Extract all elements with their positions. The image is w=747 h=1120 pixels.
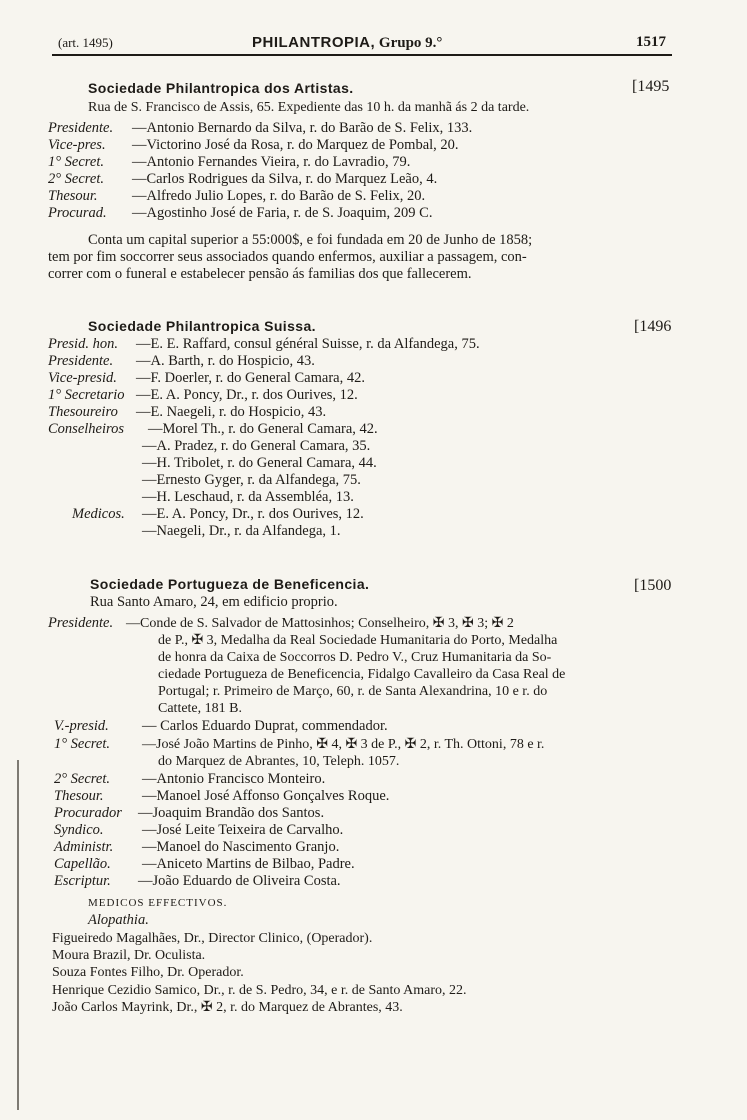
section-1495-address: Rua de S. Francisco de Assis, 65. Expediente das 10 h. da manhã ás 2 da tarde. [88,100,530,115]
officer-value: —Morel Th., r. do General Camara, 42. [148,421,378,437]
medico-entry: Moura Brazil, Dr. Oculista. [52,948,206,963]
officer-label: Administr. [54,839,114,855]
officer-label: Presidente. [48,120,114,136]
medico-entry: Souza Fontes Filho, Dr. Operador. [52,965,244,980]
page-edge-shadow [17,760,19,1110]
officer-label: Capellão. [54,856,111,872]
presidente-line: ciedade Portugueza de Beneficencia, Fidalgo Cavalleiro da Casa Real de [158,667,566,682]
councillor-line: —H. Tribolet, r. do General Camara, 44. [142,455,377,471]
secret1-line: —José João Martins de Pinho, ✠ 4, ✠ 3 de P., ✠ 2, r. Th. Ottoni, 78 e r. [142,737,545,752]
officer-value: —Antonio Francisco Monteiro. [142,771,326,787]
section-1495-title: Sociedade Philantropica dos Artistas. [88,80,354,96]
officer-value: —Victorino José da Rosa, r. do Marquez de Pombal, 20. [132,137,459,153]
section-1500-address: Rua Santo Amaro, 24, em edificio proprio. [90,594,338,610]
officer-label: Presid. hon. [48,336,118,352]
officer-value: —E. Naegeli, r. do Hospicio, 43. [136,404,327,420]
medico-entry: João Carlos Mayrink, Dr., ✠ 2, r. do Marquez de Abrantes, 43. [52,1000,403,1015]
section-1496-title: Sociedade Philantropica Suissa. [88,318,316,334]
alopathia-heading: Alopathia. [88,912,149,928]
header-title [252,34,442,52]
officer-value: —E. E. Raffard, consul général Suisse, r. da Alfandega, 75. [136,336,480,352]
officer-value: —José Leite Teixeira de Carvalho. [142,822,344,838]
vice-presid-value: — Carlos Eduardo Duprat, commendador. [142,718,388,734]
officer-value: —Alfredo Julio Lopes, r. do Barão de S. Felix, 20. [132,188,426,204]
officer-value: —Manoel do Nascimento Granjo. [142,839,340,855]
medico-entry: Henrique Cezidio Samico, Dr., r. de S. Pedro, 34, e r. de Santo Amaro, 22. [52,983,467,998]
section-1500-title: Sociedade Portugueza de Beneficencia. [90,576,370,592]
officer-value: —F. Doerler, r. do General Camara, 42. [136,370,365,386]
medico-line: —E. A. Poncy, Dr., r. dos Ourives, 12. [142,506,364,522]
secret1-line: do Marquez de Abrantes, 10, Teleph. 1057. [158,754,400,769]
medicos-heading: MEDICOS EFFECTIVOS. [88,897,228,909]
officer-label: Procurador [54,805,122,821]
officer-label: Thesour. [48,188,98,204]
officer-label: 2° Secret. [54,771,110,787]
officer-label: Syndico. [54,822,104,838]
secret1-label: 1° Secret. [54,736,110,752]
vice-presid-label: V.-presid. [54,718,109,734]
presidente-line: Cattete, 181 B. [158,701,242,716]
section-1496-number: [1496 [634,318,672,335]
header-section-name: PHILANTROPIA, [252,34,376,51]
section-1495-paragraph-line: correr com o funeral e estabelecer pensão ás familias dos que fallecerem. [48,266,472,282]
page-number: 1517 [636,34,666,50]
officer-label: 1° Secret. [48,154,104,170]
officer-value: —João Eduardo de Oliveira Costa. [138,873,341,889]
officer-value: —Agostinho José de Faria, r. de S. Joaquim, 209 C. [132,205,433,221]
officer-label: Procurad. [48,205,107,221]
section-1500-number: [1500 [634,577,672,594]
medicos-label: Medicos. [72,506,125,522]
header-article-range: (art. 1495) [58,35,113,50]
presidente-label: Presidente. [48,615,114,631]
officer-value: —Joaquim Brandão dos Santos. [138,805,325,821]
section-1495-paragraph-line: tem por fim soccorrer seus associados quando enfermos, auxiliar a passagem, con- [48,249,527,265]
presidente-line: de honra da Caixa de Soccorros D. Pedro V., Cruz Humanitaria da So- [158,650,552,665]
officer-value: —A. Barth, r. do Hospicio, 43. [136,353,315,369]
running-header [52,34,672,56]
officer-label: Presidente. [48,353,114,369]
officer-value: —Carlos Rodrigues da Silva, r. do Marquez Leão, 4. [132,171,438,187]
officer-value: —E. A. Poncy, Dr., r. dos Ourives, 12. [136,387,358,403]
officer-label: 2° Secret. [48,171,104,187]
officer-value: —Aniceto Martins de Bilbao, Padre. [142,856,355,872]
medico-line: —Naegeli, Dr., r. da Alfandega, 1. [142,523,341,539]
officer-label: Vice-presid. [48,370,117,386]
section-1495-number: [1495 [632,78,670,95]
officer-label: Vice-pres. [48,137,106,153]
officer-value: —Manoel José Affonso Gonçalves Roque. [142,788,390,804]
header-group: Grupo 9.° [378,35,443,51]
medico-entry: Figueiredo Magalhães, Dr., Director Clinico, (Operador). [52,931,373,946]
presidente-line: —Conde de S. Salvador de Mattosinhos; Conselheiro, ✠ 3, ✠ 3; ✠ 2 [126,616,514,631]
section-1495-paragraph-line: Conta um capital superior a 55:000$, e foi fundada em 20 de Junho de 1858; [88,232,533,248]
officer-label: Thesoureiro [48,404,118,420]
officer-value: —Antonio Bernardo da Silva, r. do Barão de S. Felix, 133. [132,120,473,136]
councillor-line: —H. Leschaud, r. da Assembléa, 13. [142,489,354,505]
officer-label: Escriptur. [54,873,111,889]
officer-value: —Antonio Fernandes Vieira, r. do Lavradio, 79. [132,154,411,170]
officer-label: 1° Secretario [48,387,125,403]
presidente-line: de P., ✠ 3, Medalha da Real Sociedade Humanitaria do Porto, Medalha [158,633,558,648]
officer-label: Conselheiros [48,421,124,437]
officer-label: Thesour. [54,788,104,804]
presidente-line: Portugal; r. Primeiro de Março, 60, r. de Santa Alexandrina, 10 e r. do [158,684,548,699]
councillor-line: —Ernesto Gyger, r. da Alfandega, 75. [142,472,361,488]
councillor-line: —A. Pradez, r. do General Camara, 35. [142,438,371,454]
